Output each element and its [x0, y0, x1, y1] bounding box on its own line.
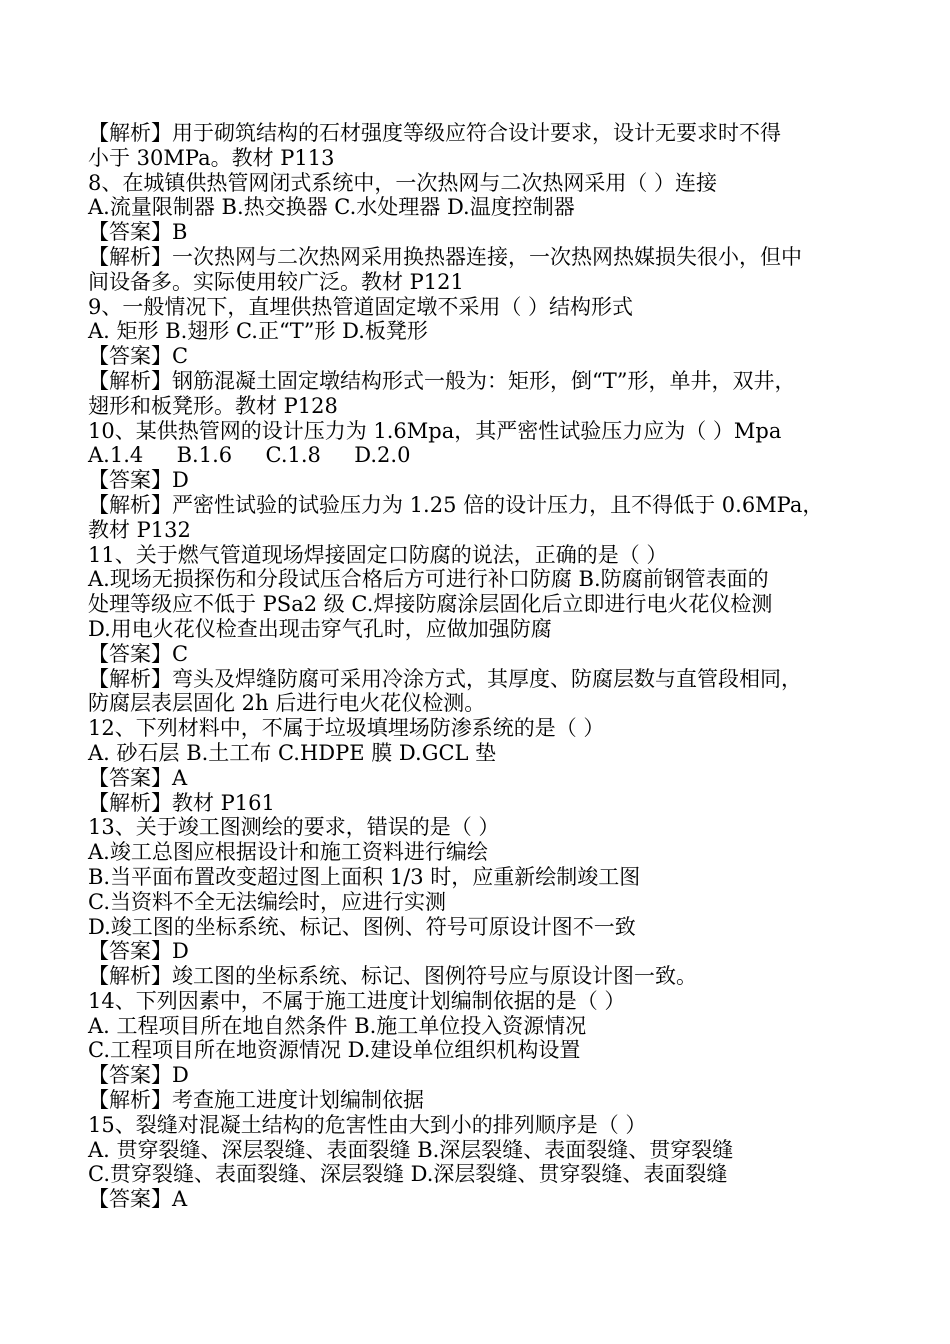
option-13-b: B.当平面布置改变超过图上面积 1/3 时，应重新绘制竣工图: [88, 864, 641, 889]
question-11: 11、关于燃气管道现场焊接固定口防腐的说法，正确的是（ ）: [88, 542, 668, 567]
analysis-9: 【解析】钢筋混凝土固定墩结构形式一般为：矩形，倒“T”形，单井，双井，: [88, 368, 796, 393]
answer-9: 【答案】C: [88, 344, 189, 369]
options-8: A.流量限制器 B.热交换器 C.水处理器 D.温度控制器: [88, 195, 575, 220]
options-11-cont: 处理等级应不低于 PSa2 级 C.焊接防腐涂层固化后立即进行电火花仪检测: [88, 592, 773, 617]
options-9: A. 矩形 B.翅形 C.正“T”形 D.板凳形: [88, 319, 428, 344]
options-12: A. 砂石层 B.土工布 C.HDPE 膜 D.GCL 垫: [88, 740, 497, 765]
answer-8: 【答案】B: [88, 220, 188, 245]
question-15: 15、裂缝对混凝土结构的危害性由大到小的排列顺序是（ ）: [88, 1112, 647, 1137]
question-9: 9、一般情况下，直埋供热管道固定墩不采用（ ）结构形式: [88, 294, 634, 319]
analysis-10-cont: 教材 P132: [88, 517, 191, 542]
analysis-10: 【解析】严密性试验的试验压力为 1.25 倍的设计压力，且不得低于 0.6MPa，: [88, 492, 824, 517]
analysis-8-cont: 间设备多。实际使用较广泛。教材 P121: [88, 269, 464, 294]
options-15: A. 贯穿裂缝、深层裂缝、表面裂缝 B.深层裂缝、表面裂缝、贯穿裂缝: [88, 1137, 734, 1162]
answer-10: 【答案】D: [88, 468, 189, 493]
analysis-12: 【解析】教材 P161: [88, 790, 275, 815]
text-line: 小于 30MPa。教材 P113: [88, 145, 335, 170]
analysis-13: 【解析】竣工图的坐标系统、标记、图例符号应与原设计图一致。: [88, 964, 697, 989]
options-10: A.1.4 B.1.6 C.1.8 D.2.0: [88, 443, 411, 468]
answer-14: 【答案】D: [88, 1063, 189, 1088]
answer-12: 【答案】A: [88, 765, 188, 790]
document-page: [88, 121, 878, 1212]
question-12: 12、下列材料中，不属于垃圾填埋场防渗系统的是（ ）: [88, 716, 605, 741]
answer-13: 【答案】D: [88, 939, 189, 964]
analysis-11: 【解析】弯头及焊缝防腐可采用冷涂方式，其厚度、防腐层数与直管段相同，: [88, 666, 802, 691]
analysis-9-cont: 翅形和板凳形。教材 P128: [88, 393, 338, 418]
option-13-d: D.竣工图的坐标系统、标记、图例、符号可原设计图不一致: [88, 914, 636, 939]
options-11: A.现场无损探伤和分段试压合格后方可进行补口防腐 B.防腐前钢管表面的: [88, 567, 769, 592]
options-11-cont: D.用电火花仪检查出现击穿气孔时，应做加强防腐: [88, 616, 552, 641]
option-13-a: A.竣工总图应根据设计和施工资料进行编绘: [88, 840, 488, 865]
options-14: A. 工程项目所在地自然条件 B.施工单位投入资源情况: [88, 1013, 587, 1038]
question-13: 13、关于竣工图测绘的要求，错误的是（ ）: [88, 815, 500, 840]
answer-11: 【答案】C: [88, 641, 189, 666]
analysis-14: 【解析】考查施工进度计划编制依据: [88, 1088, 424, 1113]
analysis-8: 【解析】一次热网与二次热网采用换热器连接，一次热网热媒损失很小，但中: [88, 244, 802, 269]
analysis-11-cont: 防腐层表层固化 2h 后进行电火花仪检测。: [88, 691, 486, 716]
text-line: 【解析】用于砌筑结构的石材强度等级应符合设计要求，设计无要求时不得: [88, 121, 781, 145]
options-15-cont: C.贯穿裂缝、表面裂缝、深层裂缝 D.深层裂缝、贯穿裂缝、表面裂缝: [88, 1162, 728, 1187]
question-8: 8、在城镇供热管网闭式系统中，一次热网与二次热网采用（ ）连接: [88, 170, 718, 195]
question-10: 10、某供热管网的设计压力为 1.6Mpa，其严密性试验压力应为（ ）Mpa: [88, 418, 782, 443]
options-14-cont: C.工程项目所在地资源情况 D.建设单位组织机构设置: [88, 1038, 581, 1063]
answer-15: 【答案】A: [88, 1187, 188, 1212]
question-14: 14、下列因素中，不属于施工进度计划编制依据的是（ ）: [88, 988, 626, 1013]
option-13-c: C.当资料不全无法编绘时，应进行实测: [88, 889, 446, 914]
